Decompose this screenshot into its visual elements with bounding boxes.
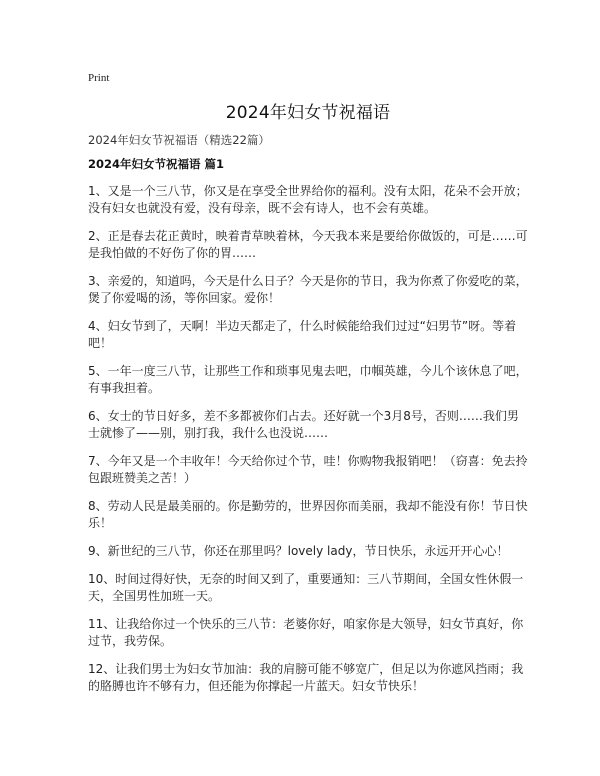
document-title: 2024年妇女节祝福语 bbox=[225, 103, 391, 123]
paragraph-2: 2、正是春去花正黄时，映着青草映着林，今天我本来是要给你做饭的，可是……可是我怕做的不好伤了你的胃…… bbox=[88, 229, 528, 260]
paragraph-4: 4、妇女节到了，天啊！半边天都走了，什么时候能给我们过过“妇男节”呀。等着吧！ bbox=[88, 319, 517, 350]
paragraph-8: 8、劳动人民是最美丽的。你是勤劳的，世界因你而美丽，我却不能没有你！节日快乐！ bbox=[88, 499, 528, 530]
print-label: Print bbox=[88, 72, 110, 84]
paragraph-9: 9、新世纪的三八节，你还在那里吗？lovely lady，节日快乐，永远开开心心！ bbox=[88, 544, 509, 558]
paragraph-1: 1、又是一个三八节，你又是在享受全世界给你的福利。没有太阳，花朵不会开放；没有妇女也就没有爱，没有母亲，既不会有诗人，也不会有英雄。 bbox=[88, 184, 528, 215]
document-subtitle: 2024年妇女节祝福语（精选22篇） bbox=[88, 133, 270, 147]
paragraph-6: 6、女士的节日好多，差不多都被你们占去。还好就一个3月8号，否则……我们男士就惨了——别，别打我，我什么也没说…… bbox=[88, 409, 519, 440]
paragraph-12: 12、让我们男士为妇女节加油：我的肩膀可能不够宽广，但足以为你遮风挡雨；我的胳膊也许不够有力，但还能为你撑起一片蓝天。妇女节快乐！ bbox=[88, 662, 524, 693]
section-heading: 2024年妇女节祝福语 篇1 bbox=[88, 157, 225, 171]
paragraph-list bbox=[88, 183, 528, 706]
paragraph-10: 10、时间过得好快，无奈的时间又到了，重要通知：三八节期间，全国女性休假一天，全国男性加班一天。 bbox=[88, 572, 524, 603]
paragraph-3: 3、亲爱的，知道吗，今天是什么日子？今天是你的节日，我为你煮了你爱吃的菜，煲了你爱喝的汤，等你回家。爱你！ bbox=[88, 274, 528, 305]
paragraph-5: 5、一年一度三八节，让那些工作和琐事见鬼去吧，巾帼英雄，今儿个该休息了吧，有事我担着。 bbox=[88, 364, 528, 395]
paragraph-11: 11、让我给你过一个快乐的三八节：老婆你好，咱家你是大领导，妇女节真好，你过节，我劳保。 bbox=[88, 617, 524, 648]
paragraph-7: 7、今年又是一个丰收年！今天给你过个节，哇！你购物我报销吧！（窃喜：免去拎包跟班赞美之苦！） bbox=[88, 454, 528, 485]
